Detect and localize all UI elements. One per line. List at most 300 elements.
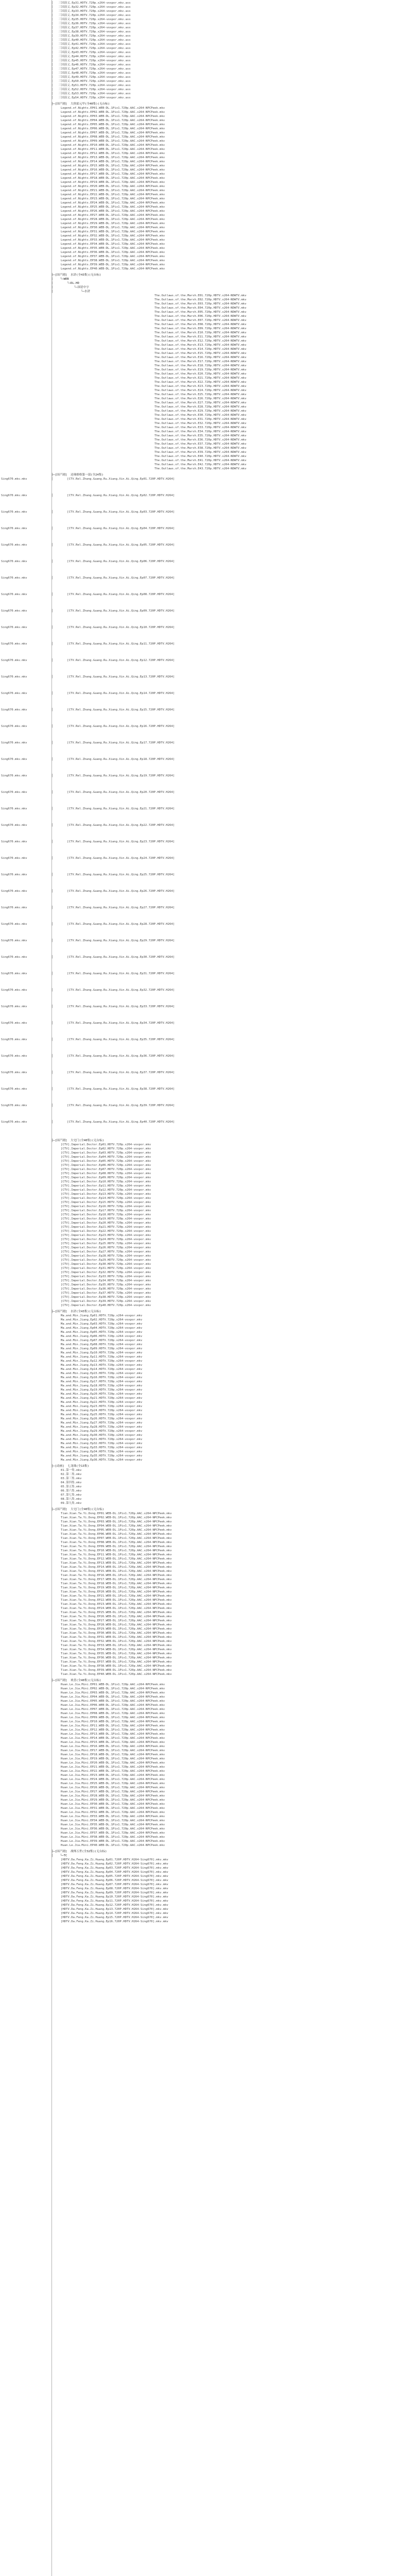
- file-row[interactable]: Huan.Le.Jia.Mini.EP23.WEB-DL.1Pix1.720p.AAC.x264-NPCPeek.mkv: [61, 1774, 165, 1777]
- file-row[interactable]: [CTV].Imperial.Doctor.Ep11.HDTV.720p.x264-voxpor.mkv: [61, 1184, 151, 1188]
- file-row[interactable]: [CTV].Imperial.Doctor.Ep10.HDTV.720p.x264-voxpor.mkv: [61, 1180, 151, 1183]
- file-row[interactable]: Legend.of.Nights.EP15.WEB-DL.1Pix1.720p.AAC.x264-NPCPeek.mkv: [61, 164, 165, 167]
- file-row[interactable]: [HDTV.Da.Feng.Ka.Zi.Huang.Ep16.720P.HDTV.H264-Sing670].mkv.mkv: [61, 1920, 168, 1923]
- file-row[interactable]: Legend.of.Nights.EP13.WEB-DL.1Pix1.720p.AAC.x264-NPCPeek.mkv: [61, 156, 165, 159]
- file-row[interactable]: [CTV].Imperial.Doctor.Ep08.HDTV.720p.x264-voxpor.mkv: [61, 1172, 151, 1175]
- file-row[interactable]: │ [CTV.Rel.Zhang.Guang.Ru.Xiang.Xin.Ai.Qing.Ep23.720P.HDTV.H264]: [51, 840, 175, 843]
- file-row[interactable]: │ 三国演义.Ep50.HDTV.720p.x264-voxpor.mkv.ass: [51, 80, 131, 83]
- file-row[interactable]: Tian.Xian.Ta.Yi.Dong.EP01.WEB-DL.1Pix1.720p.AAC.x264-NPCPeek.mkv: [61, 1512, 172, 1515]
- file-row[interactable]: Ma.and.Min.Jiang.Ep17.HDTV.720p.x264-voxpor.mkv: [61, 1380, 143, 1383]
- file-row[interactable]: │ 三国演义.Ep43.HDTV.720p.x264-voxpor.mkv.ass: [51, 51, 131, 54]
- file-row[interactable]: The.Outlaws.of.the.Marsh.E17.720p.HDTV.x264-NDWTV.mkv: [154, 360, 247, 363]
- file-row[interactable]: Ma.and.Min.Jiang.Ep24.HDTV.720p.x264-voxpor.mkv: [61, 1409, 143, 1412]
- file-row[interactable]: Ma.and.Min.Jiang.Ep35.HDTV.720p.x264-voxpor.mkv: [61, 1454, 143, 1458]
- file-row[interactable]: Legend.of.Nights.EP04.WEB-DL.1Pix1.720p.AAC.x264-NPCPeek.mkv: [61, 119, 165, 122]
- file-row[interactable]: [HDTV.Da.Feng.Ka.Zi.Huang.Ep08.720P.HDTV.H264-Sing670].mkv.mkv: [61, 1887, 168, 1890]
- file-row[interactable]: Huan.Le.Jia.Mini.EP29.WEB-DL.1Pix1.720p.AAC.x264-NPCPeek.mkv: [61, 1799, 165, 1802]
- file-row[interactable]: Ma.and.Min.Jiang.Ep25.HDTV.720p.x264-voxpor.mkv: [61, 1413, 143, 1416]
- file-row[interactable]: │ [CTV.Rel.Zhang.Guang.Ru.Xiang.Xin.Ai.Qing.Ep31.720P.HDTV.H264]: [51, 972, 175, 975]
- file-row[interactable]: Ma.and.Min.Jiang.Ep23.HDTV.720p.x264-voxpor.mkv: [61, 1405, 143, 1408]
- file-row[interactable]: Tian.Xian.Ta.Yi.Dong.EP18.WEB-DL.1Pix1.720p.AAC.x264-NPCPeek.mkv: [61, 1582, 172, 1585]
- file-row[interactable]: Legend.of.Nights.EP22.WEB-DL.1Pix1.720p.AAC.x264-NPCPeek.mkv: [61, 193, 165, 196]
- file-row[interactable]: Legend.of.Nights.EP05.WEB-DL.1Pix1.720p.AAC.x264-NPCPeek.mkv: [61, 123, 165, 126]
- file-row[interactable]: [CTV].Imperial.Doctor.Ep35.HDTV.720p.x264-voxpor.mkv: [61, 1283, 151, 1286]
- file-row[interactable]: The.Outlaws.of.the.Marsh.E02.720p.HDTV.x264-NDWTV.mkv: [154, 298, 247, 301]
- file-row[interactable]: Ma.and.Min.Jiang.Ep09.HDTV.720p.x264-voxpor.mkv: [61, 1347, 143, 1350]
- file-row[interactable]: Huan.Le.Jia.Mini.EP14.WEB-DL.1Pix1.720p.AAC.x264-NPCPeek.mkv: [61, 1737, 165, 1740]
- file-row[interactable]: Ma.and.Min.Jiang.Ep28.HDTV.720p.x264-voxpor.mkv: [61, 1426, 143, 1429]
- file-row[interactable]: Huan.Le.Jia.Mini.EP09.WEB-DL.1Pix1.720p.AAC.x264-NPCPeek.mkv: [61, 1716, 165, 1719]
- file-row[interactable]: Ma.and.Min.Jiang.Ep30.HDTV.720p.x264-voxpor.mkv: [61, 1434, 143, 1437]
- folder-row[interactable]: ├─[动画] 七龙珠(全13集): [51, 1465, 89, 1468]
- file-row[interactable]: Ma.and.Min.Jiang.Ep19.HDTV.720p.x264-voxpor.mkv: [61, 1388, 143, 1392]
- file-row[interactable]: The.Outlaws.of.the.Marsh.E42.720p.HDTV.x264-NDWTV.mkv: [154, 463, 247, 466]
- file-row[interactable]: Huan.Le.Jia.Mini.EP34.WEB-DL.1Pix1.720p.AAC.x264-NPCPeek.mkv: [61, 1819, 165, 1822]
- file-row[interactable]: Huan.Le.Jia.Mini.EP18.WEB-DL.1Pix1.720p.AAC.x264-NPCPeek.mkv: [61, 1753, 165, 1756]
- file-row[interactable]: The.Outlaws.of.the.Marsh.E22.720p.HDTV.x264-NDWTV.mkv: [154, 381, 247, 384]
- file-row[interactable]: Legend.of.Nights.EP07.WEB-DL.1Pix1.720p.AAC.x264-NPCPeek.mkv: [61, 131, 165, 134]
- file-row[interactable]: [HDTV.Da.Feng.Ka.Zi.Huang.Ep10.720P.HDTV.H264-Sing670].mkv.mkv: [61, 1895, 168, 1899]
- file-row[interactable]: │ [CTV.Rel.Zhang.Guang.Ru.Xiang.Xin.Ai.Qing.Ep22.720P.HDTV.H264]: [51, 824, 175, 827]
- file-row[interactable]: The.Outlaws.of.the.Marsh.E38.720p.HDTV.x264-NDWTV.mkv: [154, 447, 247, 450]
- file-row[interactable]: Ma.and.Min.Jiang.Ep01.HDTV.720p.x264-voxpor.mkv: [61, 1314, 143, 1317]
- file-row[interactable]: [HDTV.Da.Feng.Ka.Zi.Huang.Ep09.720P.HDTV.H264-Sing670].mkv.mkv: [61, 1891, 168, 1894]
- file-row[interactable]: │ 三国演义.Ep42.HDTV.720p.x264-voxpor.mkv.ass: [51, 47, 131, 50]
- file-row[interactable]: Tian.Xian.Ta.Yi.Dong.EP40.WEB-DL.1Pix1.720p.AAC.x264-NPCPeek.mkv: [61, 1673, 172, 1676]
- file-row[interactable]: │ 三国演义.Ep36.HDTV.720p.x264-voxpor.mkv.ass: [51, 22, 131, 25]
- file-row[interactable]: Ma.and.Min.Jiang.Ep33.HDTV.720p.x264-voxpor.mkv: [61, 1446, 143, 1449]
- file-row[interactable]: Legend.of.Nights.EP21.WEB-DL.1Pix1.720p.AAC.x264-NPCPeek.mkv: [61, 189, 165, 192]
- file-row[interactable]: │ [CTV.Rel.Zhang.Guang.Ru.Xiang.Xin.Ai.Qing.Ep12.720P.HDTV.H264]: [51, 659, 175, 662]
- file-row[interactable]: Huan.Le.Jia.Mini.EP05.WEB-DL.1Pix1.720p.AAC.x264-NPCPeek.mkv: [61, 1700, 165, 1703]
- file-row[interactable]: Legend.of.Nights.EP29.WEB-DL.1Pix1.720p.AAC.x264-NPCPeek.mkv: [61, 222, 165, 225]
- file-row[interactable]: 05.第五集.mkv: [61, 1485, 82, 1488]
- file-row[interactable]: Huan.Le.Jia.Mini.EP02.WEB-DL.1Pix1.720p.AAC.x264-NPCPeek.mkv: [61, 1687, 165, 1690]
- file-row[interactable]: [CTV].Imperial.Doctor.Ep15.HDTV.720p.x264-voxpor.mkv: [61, 1201, 151, 1204]
- subfolder-row[interactable]: │ └─WEB: [51, 278, 69, 281]
- file-row[interactable]: Huan.Le.Jia.Mini.EP08.WEB-DL.1Pix1.720p.AAC.x264-NPCPeek.mkv: [61, 1712, 165, 1715]
- file-row[interactable]: [CTV].Imperial.Doctor.Ep40.HDTV.720p.x264-voxpor.mkv: [61, 1304, 151, 1307]
- file-row[interactable]: The.Outlaws.of.the.Marsh.E41.720p.HDTV.x264-NDWTV.mkv: [154, 459, 247, 462]
- file-row[interactable]: Tian.Xian.Ta.Yi.Dong.EP05.WEB-DL.1Pix1.720p.AAC.x264-NPCPeek.mkv: [61, 1529, 172, 1532]
- file-row[interactable]: [CTV].Imperial.Doctor.Ep31.HDTV.720p.x264-voxpor.mkv: [61, 1267, 151, 1270]
- file-row[interactable]: The.Outlaws.of.the.Marsh.E04.720p.HDTV.x264-NDWTV.mkv: [154, 307, 247, 310]
- file-row[interactable]: The.Outlaws.of.the.Marsh.E05.720p.HDTV.x264-NDWTV.mkv: [154, 311, 247, 314]
- file-row[interactable]: Tian.Xian.Ta.Yi.Dong.EP12.WEB-DL.1Pix1.720p.AAC.x264-NPCPeek.mkv: [61, 1557, 172, 1561]
- file-row[interactable]: Legend.of.Nights.EP09.WEB-DL.1Pix1.720p.AAC.x264-NPCPeek.mkv: [61, 140, 165, 143]
- file-row[interactable]: │ [CTV.Rel.Zhang.Guang.Ru.Xiang.Xin.Ai.Qing.Ep14.720P.HDTV.H264]: [51, 692, 175, 695]
- file-row[interactable]: │ 三国演义.Ep38.HDTV.720p.x264-voxpor.mkv.ass: [51, 30, 131, 33]
- file-row[interactable]: Tian.Xian.Ta.Yi.Dong.EP36.WEB-DL.1Pix1.720p.AAC.x264-NPCPeek.mkv: [61, 1656, 172, 1659]
- file-row[interactable]: Legend.of.Nights.EP16.WEB-DL.1Pix1.720p.AAC.x264-NPCPeek.mkv: [61, 168, 165, 172]
- file-row[interactable]: │ 三国演义.Ep32.HDTV.720p.x264-voxpor.mkv.ass: [51, 6, 131, 9]
- file-row[interactable]: [CTV].Imperial.Doctor.Ep07.HDTV.720p.x264-voxpor.mkv: [61, 1168, 151, 1171]
- file-row[interactable]: │ [CTV.Rel.Zhang.Guang.Ru.Xiang.Xin.Ai.Qing.Ep36.720P.HDTV.H264]: [51, 1055, 175, 1058]
- file-row[interactable]: The.Outlaws.of.the.Marsh.E25.720p.HDTV.x264-NDWTV.mkv: [154, 393, 247, 396]
- file-row[interactable]: [CTV].Imperial.Doctor.Ep38.HDTV.720p.x264-voxpor.mkv: [61, 1296, 151, 1299]
- file-row[interactable]: 01.第一集.mkv: [61, 1469, 82, 1472]
- file-row[interactable]: Tian.Xian.Ta.Yi.Dong.EP02.WEB-DL.1Pix1.720p.AAC.x264-NPCPeek.mkv: [61, 1516, 172, 1519]
- file-row[interactable]: Legend.of.Nights.EP31.WEB-DL.1Pix1.720p.AAC.x264-NPCPeek.mkv: [61, 230, 165, 233]
- file-row[interactable]: │ [CTV.Rel.Zhang.Guang.Ru.Xiang.Xin.Ai.Qing.Ep28.720P.HDTV.H264]: [51, 923, 175, 926]
- file-row[interactable]: Tian.Xian.Ta.Yi.Dong.EP29.WEB-DL.1Pix1.720p.AAC.x264-NPCPeek.mkv: [61, 1628, 172, 1631]
- file-row[interactable]: Legend.of.Nights.EP18.WEB-DL.1Pix1.720p.AAC.x264-NPCPeek.mkv: [61, 177, 165, 180]
- file-row[interactable]: │ [CTV.Rel.Zhang.Guang.Ru.Xiang.Xin.Ai.Qing.Ep19.720P.HDTV.H264]: [51, 774, 175, 777]
- file-row[interactable]: Legend.of.Nights.EP23.WEB-DL.1Pix1.720p.AAC.x264-NPCPeek.mkv: [61, 197, 165, 200]
- file-row[interactable]: Tian.Xian.Ta.Yi.Dong.EP24.WEB-DL.1Pix1.720p.AAC.x264-NPCPeek.mkv: [61, 1607, 172, 1610]
- file-row[interactable]: 02.第二集.mkv: [61, 1473, 82, 1476]
- file-row[interactable]: Tian.Xian.Ta.Yi.Dong.EP22.WEB-DL.1Pix1.720p.AAC.x264-NPCPeek.mkv: [61, 1599, 172, 1602]
- folder-row[interactable]: ├─[国产剧] 欢喜(全40集)(无台标): [51, 1679, 101, 1682]
- file-row[interactable]: [CTV].Imperial.Doctor.Ep33.HDTV.720p.x264-voxpor.mkv: [61, 1275, 151, 1278]
- file-row[interactable]: Ma.and.Min.Jiang.Ep36.HDTV.720p.x264-voxpor.mkv: [61, 1459, 143, 1462]
- file-row[interactable]: Tian.Xian.Ta.Yi.Dong.EP38.WEB-DL.1Pix1.720p.AAC.x264-NPCPeek.mkv: [61, 1665, 172, 1668]
- file-row[interactable]: │ [CTV.Rel.Zhang.Guang.Ru.Xiang.Xin.Ai.Qing.Ep32.720P.HDTV.H264]: [51, 989, 175, 992]
- file-row[interactable]: [CTV].Imperial.Doctor.Ep39.HDTV.720p.x264-voxpor.mkv: [61, 1300, 151, 1303]
- file-row[interactable]: Tian.Xian.Ta.Yi.Dong.EP19.WEB-DL.1Pix1.720p.AAC.x264-NPCPeek.mkv: [61, 1586, 172, 1589]
- file-row[interactable]: The.Outlaws.of.the.Marsh.E35.720p.HDTV.x264-NDWTV.mkv: [154, 434, 247, 437]
- file-row[interactable]: Tian.Xian.Ta.Yi.Dong.EP25.WEB-DL.1Pix1.720p.AAC.x264-NPCPeek.mkv: [61, 1611, 172, 1614]
- file-row[interactable]: [CTV].Imperial.Doctor.Ep01.HDTV.720p.x264-voxpor.mkv: [61, 1143, 151, 1146]
- file-row[interactable]: [HDTV.Da.Feng.Ka.Zi.Huang.Ep04.720P.HDTV.H264-Sing670].mkv.mkv: [61, 1871, 168, 1874]
- file-row[interactable]: │ [CTV.Rel.Zhang.Guang.Ru.Xiang.Xin.Ai.Qing.Ep01.720P.HDTV.H264]: [51, 478, 175, 481]
- file-row[interactable]: │ 三国演义.Ep52.HDTV.720p.x264-voxpor.mkv.ass: [51, 88, 131, 91]
- file-row[interactable]: │ [CTV.Rel.Zhang.Guang.Ru.Xiang.Xin.Ai.Qing.Ep05.720P.HDTV.H264]: [51, 544, 175, 547]
- file-row[interactable]: The.Outlaws.of.the.Marsh.E18.720p.HDTV.x264-NDWTV.mkv: [154, 364, 247, 367]
- file-row[interactable]: [CTV].Imperial.Doctor.Ep22.HDTV.720p.x264-voxpor.mkv: [61, 1230, 151, 1233]
- file-row[interactable]: Huan.Le.Jia.Mini.EP13.WEB-DL.1Pix1.720p.AAC.x264-NPCPeek.mkv: [61, 1733, 165, 1736]
- file-row[interactable]: The.Outlaws.of.the.Marsh.E28.720p.HDTV.x264-NDWTV.mkv: [154, 405, 247, 409]
- file-row[interactable]: │ [CTV.Rel.Zhang.Guang.Ru.Xiang.Xin.Ai.Qing.Ep26.720P.HDTV.H264]: [51, 890, 175, 893]
- file-row[interactable]: Tian.Xian.Ta.Yi.Dong.EP15.WEB-DL.1Pix1.720p.AAC.x264-NPCPeek.mkv: [61, 1570, 172, 1573]
- file-row[interactable]: Huan.Le.Jia.Mini.EP36.WEB-DL.1Pix1.720p.AAC.x264-NPCPeek.mkv: [61, 1827, 165, 1831]
- file-row[interactable]: Huan.Le.Jia.Mini.EP19.WEB-DL.1Pix1.720p.AAC.x264-NPCPeek.mkv: [61, 1757, 165, 1760]
- file-row[interactable]: Legend.of.Nights.EP26.WEB-DL.1Pix1.720p.AAC.x264-NPCPeek.mkv: [61, 210, 165, 213]
- file-row[interactable]: Huan.Le.Jia.Mini.EP32.WEB-DL.1Pix1.720p.AAC.x264-NPCPeek.mkv: [61, 1811, 165, 1814]
- file-row[interactable]: Tian.Xian.Ta.Yi.Dong.EP26.WEB-DL.1Pix1.720p.AAC.x264-NPCPeek.mkv: [61, 1615, 172, 1618]
- file-row[interactable]: The.Outlaws.of.the.Marsh.E33.720p.HDTV.x264-NDWTV.mkv: [154, 426, 247, 429]
- file-row[interactable]: Ma.and.Min.Jiang.Ep29.HDTV.720p.x264-voxpor.mkv: [61, 1430, 143, 1433]
- file-row[interactable]: │ 三国演义.Ep53.HDTV.720p.x264-voxpor.mkv.ass: [51, 92, 131, 95]
- file-row[interactable]: [CTV].Imperial.Doctor.Ep30.HDTV.720p.x264-voxpor.mkv: [61, 1263, 151, 1266]
- file-row[interactable]: Legend.of.Nights.EP08.WEB-DL.1Pix1.720p.AAC.x264-NPCPeek.mkv: [61, 135, 165, 139]
- file-row[interactable]: │ 三国演义.Ep33.HDTV.720p.x264-voxpor.mkv.ass: [51, 10, 131, 13]
- file-row[interactable]: Huan.Le.Jia.Mini.EP12.WEB-DL.1Pix1.720p.AAC.x264-NPCPeek.mkv: [61, 1728, 165, 1732]
- file-row[interactable]: │ [CTV.Rel.Zhang.Guang.Ru.Xiang.Xin.Ai.Qing.Ep13.720P.HDTV.H264]: [51, 675, 175, 679]
- file-row[interactable]: Huan.Le.Jia.Mini.EP38.WEB-DL.1Pix1.720p.AAC.x264-NPCPeek.mkv: [61, 1836, 165, 1839]
- file-row[interactable]: [CTV].Imperial.Doctor.Ep12.HDTV.720p.x264-voxpor.mkv: [61, 1189, 151, 1192]
- file-row[interactable]: │ 三国演义.Ep51.HDTV.720p.x264-voxpor.mkv.ass: [51, 84, 131, 87]
- file-row[interactable]: Tian.Xian.Ta.Yi.Dong.EP37.WEB-DL.1Pix1.720p.AAC.x264-NPCPeek.mkv: [61, 1660, 172, 1664]
- file-row[interactable]: [CTV].Imperial.Doctor.Ep37.HDTV.720p.x264-voxpor.mkv: [61, 1292, 151, 1295]
- file-row[interactable]: │ [CTV.Rel.Zhang.Guang.Ru.Xiang.Xin.Ai.Qing.Ep27.720P.HDTV.H264]: [51, 906, 175, 909]
- file-row[interactable]: Huan.Le.Jia.Mini.EP20.WEB-DL.1Pix1.720p.AAC.x264-NPCPeek.mkv: [61, 1761, 165, 1765]
- file-row[interactable]: The.Outlaws.of.the.Marsh.E03.720p.HDTV.x264-NDWTV.mkv: [154, 302, 247, 306]
- file-row[interactable]: Ma.and.Min.Jiang.Ep10.HDTV.720p.x264-voxpor.mkv: [61, 1351, 143, 1354]
- file-row[interactable]: │ [CTV.Rel.Zhang.Guang.Ru.Xiang.Xin.Ai.Qing.Ep33.720P.HDTV.H264]: [51, 1005, 175, 1008]
- file-row[interactable]: Ma.and.Min.Jiang.Ep16.HDTV.720p.x264-voxpor.mkv: [61, 1376, 143, 1379]
- file-row[interactable]: │ 三国演义.Ep39.HDTV.720p.x264-voxpor.mkv.ass: [51, 35, 131, 38]
- file-row[interactable]: │ 三国演义.Ep45.HDTV.720p.x264-voxpor.mkv.ass: [51, 59, 131, 62]
- folder-row[interactable]: ├─[国产剧] 水浒(全43集)(无台标): [51, 1310, 101, 1313]
- folder-row[interactable]: ├─[国产剧] 水浒(全43集)(无台标): [51, 274, 101, 277]
- file-row[interactable]: The.Outlaws.of.the.Marsh.E09.720p.HDTV.x264-NDWTV.mkv: [154, 327, 247, 330]
- file-row[interactable]: Legend.of.Nights.EP19.WEB-DL.1Pix1.720p.AAC.x264-NPCPeek.mkv: [61, 181, 165, 184]
- file-row[interactable]: │ [CTV.Rel.Zhang.Guang.Ru.Xiang.Xin.Ai.Qing.Ep15.720P.HDTV.H264]: [51, 708, 175, 711]
- file-row[interactable]: Legend.of.Nights.EP01.WEB-DL.1Pix1.720p.AAC.x264-NPCPeek.mkv: [61, 107, 165, 110]
- file-row[interactable]: Legend.of.Nights.EP35.WEB-DL.1Pix1.720p.AAC.x264-NPCPeek.mkv: [61, 247, 165, 250]
- file-row[interactable]: Legend.of.Nights.EP20.WEB-DL.1Pix1.720p.AAC.x264-NPCPeek.mkv: [61, 185, 165, 188]
- file-row[interactable]: Legend.of.Nights.EP03.WEB-DL.1Pix1.720p.AAC.x264-NPCPeek.mkv: [61, 115, 165, 118]
- file-row[interactable]: Tian.Xian.Ta.Yi.Dong.EP28.WEB-DL.1Pix1.720p.AAC.x264-NPCPeek.mkv: [61, 1623, 172, 1626]
- file-row[interactable]: [CTV].Imperial.Doctor.Ep26.HDTV.720p.x264-voxpor.mkv: [61, 1246, 151, 1249]
- file-row[interactable]: │ [CTV.Rel.Zhang.Guang.Ru.Xiang.Xin.Ai.Qing.Ep24.720P.HDTV.H264]: [51, 857, 175, 860]
- file-row[interactable]: │ [CTV.Rel.Zhang.Guang.Ru.Xiang.Xin.Ai.Qing.Ep06.720P.HDTV.H264]: [51, 560, 175, 563]
- file-row[interactable]: Huan.Le.Jia.Mini.EP39.WEB-DL.1Pix1.720p.AAC.x264-NPCPeek.mkv: [61, 1840, 165, 1843]
- subfolder-row[interactable]: │ └─DL.HD: [51, 282, 79, 285]
- file-row[interactable]: [HDTV.Da.Feng.Ka.Zi.Huang.Ep01.720P.HDTV.H264-Sing670].mkv.mkv: [61, 1858, 168, 1861]
- file-row[interactable]: Huan.Le.Jia.Mini.EP01.WEB-DL.1Pix1.720p.AAC.x264-NPCPeek.mkv: [61, 1683, 165, 1686]
- file-row[interactable]: 03.第三集.mkv: [61, 1477, 82, 1480]
- file-row[interactable]: [CTV].Imperial.Doctor.Ep21.HDTV.720p.x264-voxpor.mkv: [61, 1226, 151, 1229]
- file-row[interactable]: │ 三国演义.Ep48.HDTV.720p.x264-voxpor.mkv.ass: [51, 72, 131, 75]
- file-row[interactable]: │ [CTV.Rel.Zhang.Guang.Ru.Xiang.Xin.Ai.Qing.Ep30.720P.HDTV.H264]: [51, 956, 175, 959]
- file-row[interactable]: │ [CTV.Rel.Zhang.Guang.Ru.Xiang.Xin.Ai.Qing.Ep37.720P.HDTV.H264]: [51, 1071, 175, 1074]
- file-row[interactable]: Ma.and.Min.Jiang.Ep15.HDTV.720p.x264-voxpor.mkv: [61, 1372, 143, 1375]
- file-row[interactable]: 04.第四集.mkv: [61, 1481, 82, 1484]
- file-row[interactable]: The.Outlaws.of.the.Marsh.E34.720p.HDTV.x264-NDWTV.mkv: [154, 430, 247, 433]
- subfolder-row[interactable]: │ └─TC: [51, 1854, 67, 1857]
- file-row[interactable]: [CTV].Imperial.Doctor.Ep29.HDTV.720p.x264-voxpor.mkv: [61, 1259, 151, 1262]
- file-row[interactable]: [CTV].Imperial.Doctor.Ep25.HDTV.720p.x264-voxpor.mkv: [61, 1242, 151, 1245]
- file-row[interactable]: The.Outlaws.of.the.Marsh.E06.720p.HDTV.x264-NDWTV.mkv: [154, 315, 247, 318]
- file-row[interactable]: The.Outlaws.of.the.Marsh.E07.720p.HDTV.x264-NDWTV.mkv: [154, 319, 247, 322]
- file-row[interactable]: Tian.Xian.Ta.Yi.Dong.EP32.WEB-DL.1Pix1.720p.AAC.x264-NPCPeek.mkv: [61, 1640, 172, 1643]
- file-row[interactable]: The.Outlaws.of.the.Marsh.E21.720p.HDTV.x264-NDWTV.mkv: [154, 377, 247, 380]
- file-row[interactable]: The.Outlaws.of.the.Marsh.E27.720p.HDTV.x264-NDWTV.mkv: [154, 401, 247, 404]
- file-row[interactable]: │ [CTV.Rel.Zhang.Guang.Ru.Xiang.Xin.Ai.Qing.Ep08.720P.HDTV.H264]: [51, 593, 175, 596]
- file-row[interactable]: Legend.of.Nights.EP30.WEB-DL.1Pix1.720p.AAC.x264-NPCPeek.mkv: [61, 226, 165, 229]
- file-row[interactable]: Legend.of.Nights.EP28.WEB-DL.1Pix1.720p.AAC.x264-NPCPeek.mkv: [61, 218, 165, 221]
- file-row[interactable]: Tian.Xian.Ta.Yi.Dong.EP30.WEB-DL.1Pix1.720p.AAC.x264-NPCPeek.mkv: [61, 1632, 172, 1635]
- file-row[interactable]: Huan.Le.Jia.Mini.EP03.WEB-DL.1Pix1.720p.AAC.x264-NPCPeek.mkv: [61, 1691, 165, 1694]
- file-row[interactable]: Ma.and.Min.Jiang.Ep08.HDTV.720p.x264-voxpor.mkv: [61, 1343, 143, 1346]
- file-row[interactable]: │ [CTV.Rel.Zhang.Guang.Ru.Xiang.Xin.Ai.Qing.Ep25.720P.HDTV.H264]: [51, 873, 175, 876]
- file-row[interactable]: [CTV].Imperial.Doctor.Ep14.HDTV.720p.x264-voxpor.mkv: [61, 1197, 151, 1200]
- file-row[interactable]: The.Outlaws.of.the.Marsh.E14.720p.HDTV.x264-NDWTV.mkv: [154, 348, 247, 351]
- file-row[interactable]: [HDTV.Da.Feng.Ka.Zi.Huang.Ep11.720P.HDTV.H264-Sing670].mkv.mkv: [61, 1900, 168, 1903]
- file-row[interactable]: Tian.Xian.Ta.Yi.Dong.EP03.WEB-DL.1Pix1.720p.AAC.x264-NPCPeek.mkv: [61, 1520, 172, 1523]
- file-row[interactable]: │ 三国演义.Ep49.HDTV.720p.x264-voxpor.mkv.ass: [51, 76, 131, 79]
- file-row[interactable]: Ma.and.Min.Jiang.Ep22.HDTV.720p.x264-voxpor.mkv: [61, 1401, 143, 1404]
- file-row[interactable]: │ [CTV.Rel.Zhang.Guang.Ru.Xiang.Xin.Ai.Qing.Ep09.720P.HDTV.H264]: [51, 609, 175, 613]
- file-row[interactable]: [CTV].Imperial.Doctor.Ep24.HDTV.720p.x264-voxpor.mkv: [61, 1238, 151, 1241]
- file-row[interactable]: Ma.and.Min.Jiang.Ep05.HDTV.720p.x264-voxpor.mkv: [61, 1331, 143, 1334]
- file-row[interactable]: │ 三国演义.Ep31.HDTV.720p.x264-voxpor.mkv.ass: [51, 2, 131, 5]
- file-row[interactable]: Huan.Le.Jia.Mini.EP24.WEB-DL.1Pix1.720p.AAC.x264-NPCPeek.mkv: [61, 1778, 165, 1781]
- file-row[interactable]: Tian.Xian.Ta.Yi.Dong.EP39.WEB-DL.1Pix1.720p.AAC.x264-NPCPeek.mkv: [61, 1669, 172, 1672]
- file-row[interactable]: [CTV].Imperial.Doctor.Ep20.HDTV.720p.x264-voxpor.mkv: [61, 1222, 151, 1225]
- file-row[interactable]: │ 三国演义.Ep34.HDTV.720p.x264-voxpor.mkv.ass: [51, 14, 131, 17]
- file-row[interactable]: Ma.and.Min.Jiang.Ep26.HDTV.720p.x264-voxpor.mkv: [61, 1417, 143, 1420]
- file-row[interactable]: The.Outlaws.of.the.Marsh.E23.720p.HDTV.x264-NDWTV.mkv: [154, 385, 247, 388]
- file-row[interactable]: Huan.Le.Jia.Mini.EP31.WEB-DL.1Pix1.720p.AAC.x264-NPCPeek.mkv: [61, 1807, 165, 1810]
- file-row[interactable]: Tian.Xian.Ta.Yi.Dong.EP33.WEB-DL.1Pix1.720p.AAC.x264-NPCPeek.mkv: [61, 1644, 172, 1647]
- file-row[interactable]: Tian.Xian.Ta.Yi.Dong.EP17.WEB-DL.1Pix1.720p.AAC.x264-NPCPeek.mkv: [61, 1578, 172, 1581]
- file-row[interactable]: │ [CTV.Rel.Zhang.Guang.Ru.Xiang.Xin.Ai.Qing.Ep07.720P.HDTV.H264]: [51, 577, 175, 580]
- file-row[interactable]: [HDTV.Da.Feng.Ka.Zi.Huang.Ep03.720P.HDTV.H264-Sing670].mkv.mkv: [61, 1867, 168, 1870]
- file-row[interactable]: Legend.of.Nights.EP11.WEB-DL.1Pix1.720p.AAC.x264-NPCPeek.mkv: [61, 148, 165, 151]
- file-row[interactable]: The.Outlaws.of.the.Marsh.E11.720p.HDTV.x264-NDWTV.mkv: [154, 335, 247, 338]
- file-row[interactable]: The.Outlaws.of.the.Marsh.E12.720p.HDTV.x264-NDWTV.mkv: [154, 340, 247, 343]
- file-row[interactable]: The.Outlaws.of.the.Marsh.E29.720p.HDTV.x264-NDWTV.mkv: [154, 410, 247, 413]
- file-row[interactable]: [CTV].Imperial.Doctor.Ep09.HDTV.720p.x264-voxpor.mkv: [61, 1176, 151, 1179]
- file-row[interactable]: [CTV].Imperial.Doctor.Ep04.HDTV.720p.x264-voxpor.mkv: [61, 1156, 151, 1159]
- folder-row[interactable]: ├─[国产剧] 大宅门(全40集)(无台标): [51, 1139, 104, 1142]
- file-row[interactable]: Huan.Le.Jia.Mini.EP35.WEB-DL.1Pix1.720p.AAC.x264-NPCPeek.mkv: [61, 1823, 165, 1826]
- file-row[interactable]: Huan.Le.Jia.Mini.EP22.WEB-DL.1Pix1.720p.AAC.x264-NPCPeek.mkv: [61, 1770, 165, 1773]
- file-row[interactable]: Tian.Xian.Ta.Yi.Dong.EP21.WEB-DL.1Pix1.720p.AAC.x264-NPCPeek.mkv: [61, 1595, 172, 1598]
- file-row[interactable]: [CTV].Imperial.Doctor.Ep16.HDTV.720p.x264-voxpor.mkv: [61, 1205, 151, 1208]
- file-row[interactable]: Legend.of.Nights.EP06.WEB-DL.1Pix1.720p.AAC.x264-NPCPeek.mkv: [61, 127, 165, 130]
- file-row[interactable]: │ 三国演义.Ep46.HDTV.720p.x264-voxpor.mkv.ass: [51, 63, 131, 66]
- file-row[interactable]: │ [CTV.Rel.Zhang.Guang.Ru.Xiang.Xin.Ai.Qing.Ep17.720P.HDTV.H264]: [51, 741, 175, 744]
- file-row[interactable]: [CTV].Imperial.Doctor.Ep02.HDTV.720p.x264-voxpor.mkv: [61, 1147, 151, 1150]
- file-row[interactable]: Tian.Xian.Ta.Yi.Dong.EP13.WEB-DL.1Pix1.720p.AAC.x264-NPCPeek.mkv: [61, 1562, 172, 1565]
- file-row[interactable]: Tian.Xian.Ta.Yi.Dong.EP16.WEB-DL.1Pix1.720p.AAC.x264-NPCPeek.mkv: [61, 1574, 172, 1577]
- file-row[interactable]: Ma.and.Min.Jiang.Ep02.HDTV.720p.x264-voxpor.mkv: [61, 1318, 143, 1321]
- file-row[interactable]: Tian.Xian.Ta.Yi.Dong.EP34.WEB-DL.1Pix1.720p.AAC.x264-NPCPeek.mkv: [61, 1648, 172, 1651]
- file-row[interactable]: [CTV].Imperial.Doctor.Ep19.HDTV.720p.x264-voxpor.mkv: [61, 1217, 151, 1221]
- file-row[interactable]: Tian.Xian.Ta.Yi.Dong.EP09.WEB-DL.1Pix1.720p.AAC.x264-NPCPeek.mkv: [61, 1545, 172, 1548]
- file-row[interactable]: The.Outlaws.of.the.Marsh.E30.720p.HDTV.x264-NDWTV.mkv: [154, 414, 247, 417]
- file-row[interactable]: Legend.of.Nights.EP27.WEB-DL.1Pix1.720p.AAC.x264-NPCPeek.mkv: [61, 214, 165, 217]
- subfolder-row[interactable]: │ └─水浒: [51, 290, 91, 293]
- file-row[interactable]: Legend.of.Nights.EP34.WEB-DL.1Pix1.720p.AAC.x264-NPCPeek.mkv: [61, 243, 165, 246]
- file-row[interactable]: │ [CTV.Rel.Zhang.Guang.Ru.Xiang.Xin.Ai.Qing.Ep29.720P.HDTV.H264]: [51, 939, 175, 942]
- file-row[interactable]: [CTV].Imperial.Doctor.Ep13.HDTV.720p.x264-voxpor.mkv: [61, 1193, 151, 1196]
- file-row[interactable]: Legend.of.Nights.EP17.WEB-DL.1Pix1.720p.AAC.x264-NPCPeek.mkv: [61, 173, 165, 176]
- file-row[interactable]: The.Outlaws.of.the.Marsh.E16.720p.HDTV.x264-NDWTV.mkv: [154, 356, 247, 359]
- file-row[interactable]: Huan.Le.Jia.Mini.EP16.WEB-DL.1Pix1.720p.AAC.x264-NPCPeek.mkv: [61, 1745, 165, 1748]
- file-row[interactable]: Ma.and.Min.Jiang.Ep07.HDTV.720p.x264-voxpor.mkv: [61, 1339, 143, 1342]
- file-row[interactable]: 09.第九集.mkv: [61, 1502, 82, 1505]
- file-row[interactable]: │ [CTV.Rel.Zhang.Guang.Ru.Xiang.Xin.Ai.Qing.Ep35.720P.HDTV.H264]: [51, 1038, 175, 1041]
- file-row[interactable]: The.Outlaws.of.the.Marsh.E01.720p.HDTV.x264-NDWTV.mkv: [154, 294, 247, 297]
- file-row[interactable]: [HDTV.Da.Feng.Ka.Zi.Huang.Ep07.720P.HDTV.H264-Sing670].mkv.mkv: [61, 1883, 168, 1886]
- file-row[interactable]: [HDTV.Da.Feng.Ka.Zi.Huang.Ep15.720P.HDTV.H264-Sing670].mkv.mkv: [61, 1916, 168, 1919]
- file-row[interactable]: Tian.Xian.Ta.Yi.Dong.EP08.WEB-DL.1Pix1.720p.AAC.x264-NPCPeek.mkv: [61, 1541, 172, 1544]
- file-row[interactable]: Huan.Le.Jia.Mini.EP40.WEB-DL.1Pix1.720p.AAC.x264-NPCPeek.mkv: [61, 1844, 165, 1847]
- file-row[interactable]: Tian.Xian.Ta.Yi.Dong.EP04.WEB-DL.1Pix1.720p.AAC.x264-NPCPeek.mkv: [61, 1524, 172, 1528]
- file-row[interactable]: │ [CTV.Rel.Zhang.Guang.Ru.Xiang.Xin.Ai.Qing.Ep04.720P.HDTV.H264]: [51, 527, 175, 530]
- file-row[interactable]: [CTV].Imperial.Doctor.Ep03.HDTV.720p.x264-voxpor.mkv: [61, 1151, 151, 1155]
- file-row[interactable]: The.Outlaws.of.the.Marsh.E10.720p.HDTV.x264-NDWTV.mkv: [154, 331, 247, 334]
- file-row[interactable]: Huan.Le.Jia.Mini.EP07.WEB-DL.1Pix1.720p.AAC.x264-NPCPeek.mkv: [61, 1708, 165, 1711]
- file-row[interactable]: Ma.and.Min.Jiang.Ep13.HDTV.720p.x264-voxpor.mkv: [61, 1364, 143, 1367]
- file-row[interactable]: Ma.and.Min.Jiang.Ep32.HDTV.720p.x264-voxpor.mkv: [61, 1442, 143, 1445]
- folder-row[interactable]: ├─[国产剧] 大侠霍元甲(全40集)(无台标): [51, 103, 110, 106]
- file-row[interactable]: │ [CTV.Rel.Zhang.Guang.Ru.Xiang.Xin.Ai.Qing.Ep11.720P.HDTV.H264]: [51, 642, 175, 646]
- file-row[interactable]: Huan.Le.Jia.Mini.EP33.WEB-DL.1Pix1.720p.AAC.x264-NPCPeek.mkv: [61, 1815, 165, 1818]
- file-row[interactable]: [CTV].Imperial.Doctor.Ep23.HDTV.720p.x264-voxpor.mkv: [61, 1234, 151, 1237]
- file-row[interactable]: │ [CTV.Rel.Zhang.Guang.Ru.Xiang.Xin.Ai.Qing.Ep21.720P.HDTV.H264]: [51, 807, 175, 810]
- file-row[interactable]: Legend.of.Nights.EP39.WEB-DL.1Pix1.720p.AAC.x264-NPCPeek.mkv: [61, 263, 165, 266]
- file-row[interactable]: [CTV].Imperial.Doctor.Ep36.HDTV.720p.x264-voxpor.mkv: [61, 1287, 151, 1291]
- file-row[interactable]: Huan.Le.Jia.Mini.EP10.WEB-DL.1Pix1.720p.AAC.x264-NPCPeek.mkv: [61, 1720, 165, 1723]
- file-row[interactable]: Ma.and.Min.Jiang.Ep14.HDTV.720p.x264-voxpor.mkv: [61, 1368, 143, 1371]
- file-row[interactable]: │ 三国演义.Ep44.HDTV.720p.x264-voxpor.mkv.ass: [51, 55, 131, 58]
- file-row[interactable]: 08.第八集.mkv: [61, 1498, 82, 1501]
- file-row[interactable]: Tian.Xian.Ta.Yi.Dong.EP35.WEB-DL.1Pix1.720p.AAC.x264-NPCPeek.mkv: [61, 1652, 172, 1655]
- file-row[interactable]: Tian.Xian.Ta.Yi.Dong.EP27.WEB-DL.1Pix1.720p.AAC.x264-NPCPeek.mkv: [61, 1619, 172, 1622]
- file-row[interactable]: │ [CTV.Rel.Zhang.Guang.Ru.Xiang.Xin.Ai.Qing.Ep02.720P.HDTV.H264]: [51, 494, 175, 497]
- file-row[interactable]: Legend.of.Nights.EP32.WEB-DL.1Pix1.720p.AAC.x264-NPCPeek.mkv: [61, 234, 165, 238]
- file-row[interactable]: Legend.of.Nights.EP33.WEB-DL.1Pix1.720p.AAC.x264-NPCPeek.mkv: [61, 239, 165, 242]
- file-row[interactable]: │ 三国演义.Ep35.HDTV.720p.x264-voxpor.mkv.ass: [51, 18, 131, 21]
- file-row[interactable]: Huan.Le.Jia.Mini.EP06.WEB-DL.1Pix1.720p.AAC.x264-NPCPeek.mkv: [61, 1704, 165, 1707]
- file-row[interactable]: Ma.and.Min.Jiang.Ep34.HDTV.720p.x264-voxpor.mkv: [61, 1450, 143, 1453]
- file-row[interactable]: The.Outlaws.of.the.Marsh.E37.720p.HDTV.x264-NDWTV.mkv: [154, 443, 247, 446]
- file-row[interactable]: Ma.and.Min.Jiang.Ep18.HDTV.720p.x264-voxpor.mkv: [61, 1384, 143, 1387]
- file-row[interactable]: │ [CTV.Rel.Zhang.Guang.Ru.Xiang.Xin.Ai.Qing.Ep03.720P.HDTV.H264]: [51, 511, 175, 514]
- file-row[interactable]: The.Outlaws.of.the.Marsh.E08.720p.HDTV.x264-NDWTV.mkv: [154, 323, 247, 326]
- file-row[interactable]: Ma.and.Min.Jiang.Ep06.HDTV.720p.x264-voxpor.mkv: [61, 1335, 143, 1338]
- file-row[interactable]: 06.第六集.mkv: [61, 1489, 82, 1493]
- file-row[interactable]: Ma.and.Min.Jiang.Ep27.HDTV.720p.x264-voxpor.mkv: [61, 1421, 143, 1425]
- file-row[interactable]: 07.第七集.mkv: [61, 1494, 82, 1497]
- file-row[interactable]: Tian.Xian.Ta.Yi.Dong.EP23.WEB-DL.1Pix1.720p.AAC.x264-NPCPeek.mkv: [61, 1603, 172, 1606]
- file-row[interactable]: │ 三国演义.Ep41.HDTV.720p.x264-voxpor.mkv.ass: [51, 43, 131, 46]
- file-row[interactable]: Ma.and.Min.Jiang.Ep04.HDTV.720p.x264-voxpor.mkv: [61, 1327, 143, 1330]
- file-row[interactable]: Legend.of.Nights.EP40.WEB-DL.1Pix1.720p.AAC.x264-NPCPeek.mkv: [61, 267, 165, 270]
- file-row[interactable]: The.Outlaws.of.the.Marsh.E31.720p.HDTV.x264-NDWTV.mkv: [154, 418, 247, 421]
- file-row[interactable]: │ 三国演义.Ep40.HDTV.720p.x264-voxpor.mkv.ass: [51, 39, 131, 42]
- file-row[interactable]: Huan.Le.Jia.Mini.EP15.WEB-DL.1Pix1.720p.AAC.x264-NPCPeek.mkv: [61, 1741, 165, 1744]
- file-row[interactable]: The.Outlaws.of.the.Marsh.E24.720p.HDTV.x264-NDWTV.mkv: [154, 389, 247, 392]
- file-row[interactable]: [CTV].Imperial.Doctor.Ep17.HDTV.720p.x264-voxpor.mkv: [61, 1209, 151, 1212]
- file-row[interactable]: Legend.of.Nights.EP24.WEB-DL.1Pix1.720p.AAC.x264-NPCPeek.mkv: [61, 201, 165, 205]
- file-row[interactable]: Ma.and.Min.Jiang.Ep11.HDTV.720p.x264-voxpor.mkv: [61, 1355, 143, 1359]
- file-row[interactable]: Huan.Le.Jia.Mini.EP11.WEB-DL.1Pix1.720p.AAC.x264-NPCPeek.mkv: [61, 1724, 165, 1727]
- file-row[interactable]: The.Outlaws.of.the.Marsh.E40.720p.HDTV.x264-NDWTV.mkv: [154, 455, 247, 458]
- file-row[interactable]: Ma.and.Min.Jiang.Ep31.HDTV.720p.x264-voxpor.mkv: [61, 1438, 143, 1441]
- file-row[interactable]: Legend.of.Nights.EP10.WEB-DL.1Pix1.720p.AAC.x264-NPCPeek.mkv: [61, 144, 165, 147]
- file-row[interactable]: Huan.Le.Jia.Mini.EP25.WEB-DL.1Pix1.720p.AAC.x264-NPCPeek.mkv: [61, 1782, 165, 1785]
- file-row[interactable]: │ 三国演义.Ep47.HDTV.720p.x264-voxpor.mkv.ass: [51, 67, 131, 71]
- file-row[interactable]: Legend.of.Nights.EP38.WEB-DL.1Pix1.720p.AAC.x264-NPCPeek.mkv: [61, 259, 165, 262]
- file-row[interactable]: │ [CTV.Rel.Zhang.Guang.Ru.Xiang.Xin.Ai.Qing.Ep38.720P.HDTV.H264]: [51, 1088, 175, 1091]
- file-row[interactable]: [HDTV.Da.Feng.Ka.Zi.Huang.Ep05.720P.HDTV.H264-Sing670].mkv.mkv: [61, 1875, 168, 1878]
- file-row[interactable]: Huan.Le.Jia.Mini.EP26.WEB-DL.1Pix1.720p.AAC.x264-NPCPeek.mkv: [61, 1786, 165, 1789]
- file-row[interactable]: Huan.Le.Jia.Mini.EP17.WEB-DL.1Pix1.720p.AAC.x264-NPCPeek.mkv: [61, 1749, 165, 1752]
- folder-row[interactable]: ├─[国产剧] 大宅门(全40集)(无台标): [51, 1508, 104, 1511]
- file-row[interactable]: Ma.and.Min.Jiang.Ep21.HDTV.720p.x264-voxpor.mkv: [61, 1397, 143, 1400]
- file-row[interactable]: [HDTV.Da.Feng.Ka.Zi.Huang.Ep02.720P.HDTV.H264-Sing670].mkv.mkv: [61, 1862, 168, 1866]
- file-row[interactable]: Legend.of.Nights.EP14.WEB-DL.1Pix1.720p.AAC.x264-NPCPeek.mkv: [61, 160, 165, 163]
- file-row[interactable]: [CTV].Imperial.Doctor.Ep18.HDTV.720p.x264-voxpor.mkv: [61, 1213, 151, 1216]
- file-row[interactable]: Tian.Xian.Ta.Yi.Dong.EP10.WEB-DL.1Pix1.720p.AAC.x264-NPCPeek.mkv: [61, 1549, 172, 1552]
- file-row[interactable]: Huan.Le.Jia.Mini.EP37.WEB-DL.1Pix1.720p.AAC.x264-NPCPeek.mkv: [61, 1832, 165, 1835]
- file-row[interactable]: The.Outlaws.of.the.Marsh.E32.720p.HDTV.x264-NDWTV.mkv: [154, 422, 247, 425]
- file-row[interactable]: [HDTV.Da.Feng.Ka.Zi.Huang.Ep13.720P.HDTV.H264-Sing670].mkv.mkv: [61, 1908, 168, 1911]
- file-row[interactable]: │ [CTV.Rel.Zhang.Guang.Ru.Xiang.Xin.Ai.Qing.Ep39.720P.HDTV.H264]: [51, 1104, 175, 1107]
- file-row[interactable]: The.Outlaws.of.the.Marsh.E43.720p.HDTV.x264-NDWTV.mkv: [154, 467, 247, 470]
- file-row[interactable]: Tian.Xian.Ta.Yi.Dong.EP31.WEB-DL.1Pix1.720p.AAC.x264-NPCPeek.mkv: [61, 1636, 172, 1639]
- file-row[interactable]: Huan.Le.Jia.Mini.EP04.WEB-DL.1Pix1.720p.AAC.x264-NPCPeek.mkv: [61, 1696, 165, 1699]
- file-row[interactable]: Tian.Xian.Ta.Yi.Dong.EP20.WEB-DL.1Pix1.720p.AAC.x264-NPCPeek.mkv: [61, 1590, 172, 1594]
- file-row[interactable]: │ [CTV.Rel.Zhang.Guang.Ru.Xiang.Xin.Ai.Qing.Ep16.720P.HDTV.H264]: [51, 725, 175, 728]
